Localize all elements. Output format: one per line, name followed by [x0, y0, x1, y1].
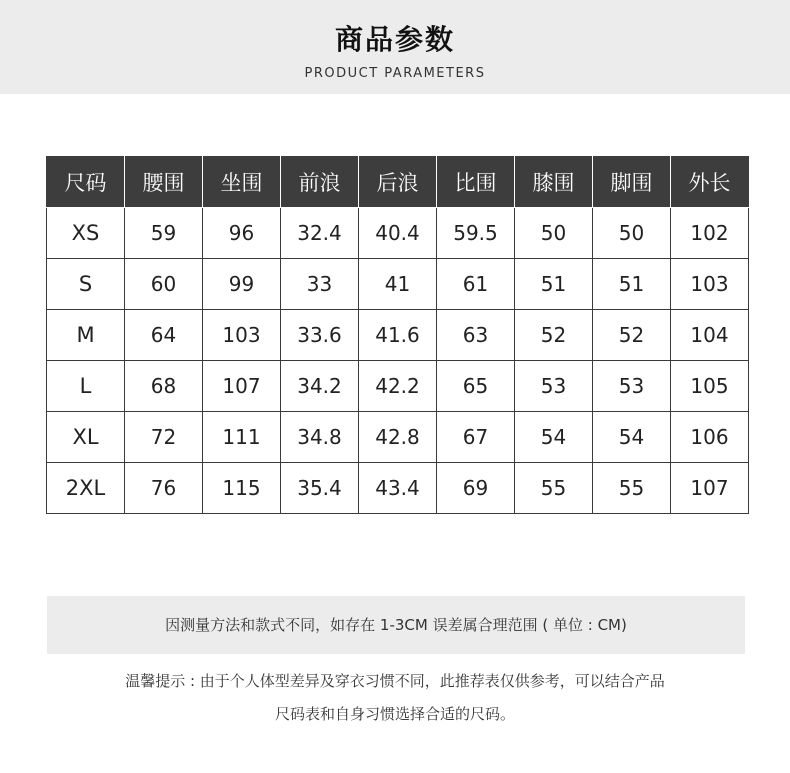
table-row	[47, 361, 749, 412]
column-header-seat: 坐围	[203, 157, 281, 208]
table-cell: 42.8	[359, 412, 437, 463]
tip-text-line-1: 温馨提示 : 由于个人体型差异及穿衣习惯不同，此推荐表仅供参考，可以结合产品	[125, 672, 665, 690]
table-cell: 69	[437, 463, 515, 514]
table-cell: 40.4	[359, 208, 437, 259]
column-header-back-rise: 后浪	[359, 157, 437, 208]
measurement-note: 因测量方法和款式不同，如存在 1-3CM 误差属合理范围 ( 单位 : CM)	[47, 596, 745, 654]
table-cell: 34.8	[281, 412, 359, 463]
table-row	[47, 310, 749, 361]
column-header-front-rise: 前浪	[281, 157, 359, 208]
table-cell: 63	[437, 310, 515, 361]
table-cell: 53	[515, 361, 593, 412]
table-row	[47, 463, 749, 514]
table-row	[47, 208, 749, 259]
table-cell-size: L	[47, 361, 125, 412]
table-cell: 41.6	[359, 310, 437, 361]
table-cell: 96	[203, 208, 281, 259]
table-header-row	[47, 157, 749, 208]
table-cell: 41	[359, 259, 437, 310]
column-header-thigh: 比围	[437, 157, 515, 208]
table-cell: 68	[125, 361, 203, 412]
table-cell: 107	[203, 361, 281, 412]
table-cell: 54	[515, 412, 593, 463]
tip-text-line-2: 尺码表和自身习惯选择合适的尺码。	[274, 705, 515, 723]
table-cell: 50	[515, 208, 593, 259]
table-cell: 52	[515, 310, 593, 361]
column-header-waist: 腰围	[125, 157, 203, 208]
table-cell-size: XL	[47, 412, 125, 463]
table-cell: 65	[437, 361, 515, 412]
table-cell: 104	[671, 310, 749, 361]
table-cell: 32.4	[281, 208, 359, 259]
table-cell: 76	[125, 463, 203, 514]
table-cell: 107	[671, 463, 749, 514]
table-cell: 102	[671, 208, 749, 259]
table-cell: 61	[437, 259, 515, 310]
table-cell: 50	[593, 208, 671, 259]
table-cell: 103	[203, 310, 281, 361]
table-cell-size: 2XL	[47, 463, 125, 514]
table-row	[47, 412, 749, 463]
table-cell: 34.2	[281, 361, 359, 412]
table-cell: 59.5	[437, 208, 515, 259]
table-cell: 54	[593, 412, 671, 463]
table-cell: 35.4	[281, 463, 359, 514]
table-cell: 99	[203, 259, 281, 310]
table-cell: 60	[125, 259, 203, 310]
table-cell: 103	[671, 259, 749, 310]
table-cell-size: XS	[47, 208, 125, 259]
table-cell: 42.2	[359, 361, 437, 412]
table-cell: 33.6	[281, 310, 359, 361]
page-title: 商品参数	[334, 23, 455, 56]
column-header-size: 尺码	[47, 157, 125, 208]
table-cell: 55	[515, 463, 593, 514]
table-cell-size: M	[47, 310, 125, 361]
table-cell: 67	[437, 412, 515, 463]
page-subtitle: PRODUCT PARAMETERS	[304, 66, 486, 81]
table-cell: 72	[125, 412, 203, 463]
table-cell: 64	[125, 310, 203, 361]
table-cell: 33	[281, 259, 359, 310]
table-cell: 51	[515, 259, 593, 310]
table-cell: 55	[593, 463, 671, 514]
table-cell: 106	[671, 412, 749, 463]
table-cell: 43.4	[359, 463, 437, 514]
table-cell-size: S	[47, 259, 125, 310]
table-cell: 59	[125, 208, 203, 259]
table-cell: 53	[593, 361, 671, 412]
table-cell: 111	[203, 412, 281, 463]
size-chart-table	[46, 156, 749, 514]
column-header-leg-opening: 脚围	[593, 157, 671, 208]
table-cell: 105	[671, 361, 749, 412]
table-cell: 115	[203, 463, 281, 514]
table-cell: 51	[593, 259, 671, 310]
table-cell: 52	[593, 310, 671, 361]
column-header-knee: 膝围	[515, 157, 593, 208]
column-header-outseam: 外长	[671, 157, 749, 208]
table-row	[47, 259, 749, 310]
header-banner	[0, 0, 790, 94]
